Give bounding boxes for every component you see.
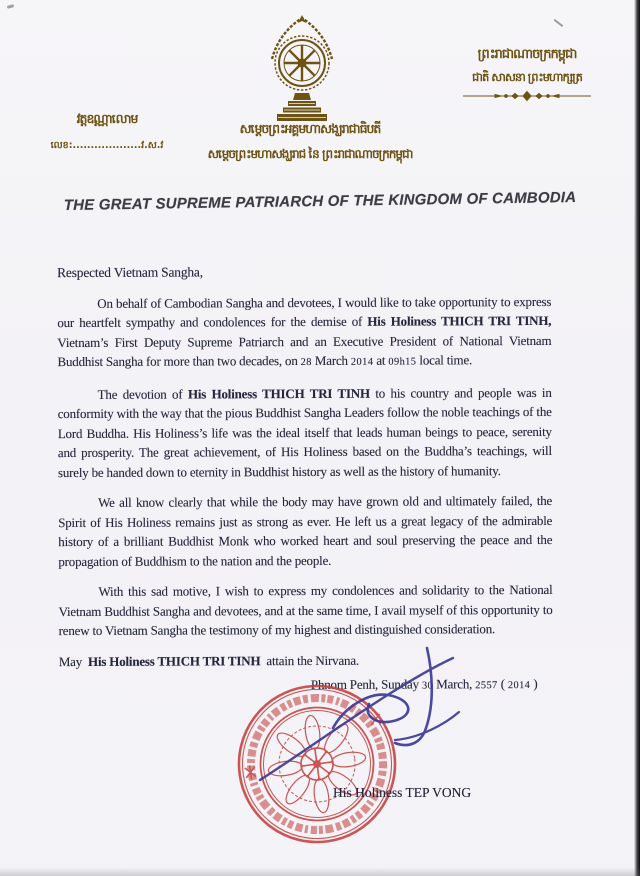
kingdom-line: ព្រះរាជាណាចក្រកម្ពុជា xyxy=(477,47,577,62)
text-run: 2014 xyxy=(350,356,374,368)
paragraph xyxy=(58,580,552,641)
text-run: His Holiness THICH TRI TINH xyxy=(187,385,370,402)
text-run: His Holiness THICH TRI TINH, xyxy=(367,312,552,329)
text-run: March, xyxy=(433,676,476,692)
patriarch-title-line2: សម្ដេចព្រះមហាសង្ឃរាជ នៃ ព្រះរាជាណាចក្រកម្ពុជា xyxy=(207,146,413,161)
letter-body xyxy=(57,261,553,698)
text-run: local time. xyxy=(416,352,473,368)
text-run: May xyxy=(58,653,83,669)
patriarch-title-block xyxy=(128,120,492,162)
text-run: 09h15 xyxy=(388,356,417,368)
paragraph xyxy=(58,491,552,571)
text-run: 28 xyxy=(300,356,312,369)
wat-name: វត្តឧណ្ណាលោម xyxy=(76,111,138,126)
text-run: to his country and people was in conformity with the way that the pious Buddhist Sangha Leaders follow the noble teachings of the Lord Buddha. His Holiness’s life was the ideal itself that leads human beings to peace, serenity and prosperity. The great achievement, of His Holiness based on the Buddha’s teachings, will surely be handed down to eternity in Buddhist history as well as the history of humanity. xyxy=(57,384,552,480)
text-run: 2014 xyxy=(507,680,531,692)
patriarch-title-line1: សម្ដេចព្រះអគ្គមហាសង្ឃរាជាធិបតី xyxy=(239,121,381,136)
reference-number-line: លេខ:...................វ.ស.វ xyxy=(50,139,164,151)
text-run: Vietnam’s First Deputy Supreme Patriarch and an Executive President of National Vietnam Buddhist Sangha for more than two decades, on xyxy=(57,332,552,370)
scan-speck xyxy=(7,4,15,9)
ornamental-divider-icon xyxy=(461,90,593,102)
kingdom-motto-block xyxy=(428,46,626,107)
ink-signature-icon xyxy=(243,638,475,800)
text-run: at xyxy=(373,352,389,368)
paragraph xyxy=(57,291,551,373)
text-run: 30 xyxy=(421,680,434,692)
text-run: ( xyxy=(497,676,508,692)
motto-line: ជាតិ សាសនា ព្រះមហាក្សត្រ xyxy=(472,70,582,85)
scan-edge-bottom xyxy=(0,867,640,876)
letter-paragraphs xyxy=(57,291,553,640)
text-run: attain the Nirvana. xyxy=(266,652,359,668)
signer-name: His Holiness TEP VONG xyxy=(333,785,472,800)
text-run: The devotion of xyxy=(97,386,188,402)
text-run: March xyxy=(311,352,351,368)
text-run: Phnom Penh, Sunday xyxy=(310,676,422,692)
text-run: We all know clearly that while the body may have grown old and ultimately failed, the Spirit of His Holiness remains just as strong as ever. He left us a great legacy of the admirable history of a brilliant Buddhist Monk who worked heart and soul preserving the peace and the propagation of Buddhism to the nation and the people. xyxy=(58,492,553,569)
text-run: His Holiness THICH TRI TINH xyxy=(87,652,261,669)
text-run: With this sad motive, I wish to express my condolences and solidarity to the National Vietnam Buddhist Sangha and devotees, and at the same time, I avail myself of this opportunity to renew to Vietnam Sangha the testimony of my highest and distinguished consideration. xyxy=(58,581,553,639)
text-run: On behalf of Cambodian Sangha and devotees, I would like to take opportunity to express our heartfelt sympathy and condolences for the demise of xyxy=(57,293,552,331)
text-run: 2557 xyxy=(475,680,498,692)
text-run: ) xyxy=(530,675,538,692)
salutation: Respected Vietnam Sangha, xyxy=(57,264,203,281)
scan-edge-right xyxy=(634,0,640,876)
scan-scratch-mark xyxy=(554,19,564,27)
paragraph xyxy=(58,382,552,482)
page-title: THE GREAT SUPREME PATRIARCH OF THE KINGDOM OF CAMBODIA xyxy=(63,188,577,215)
dharma-wheel-emblem-icon xyxy=(260,14,344,124)
